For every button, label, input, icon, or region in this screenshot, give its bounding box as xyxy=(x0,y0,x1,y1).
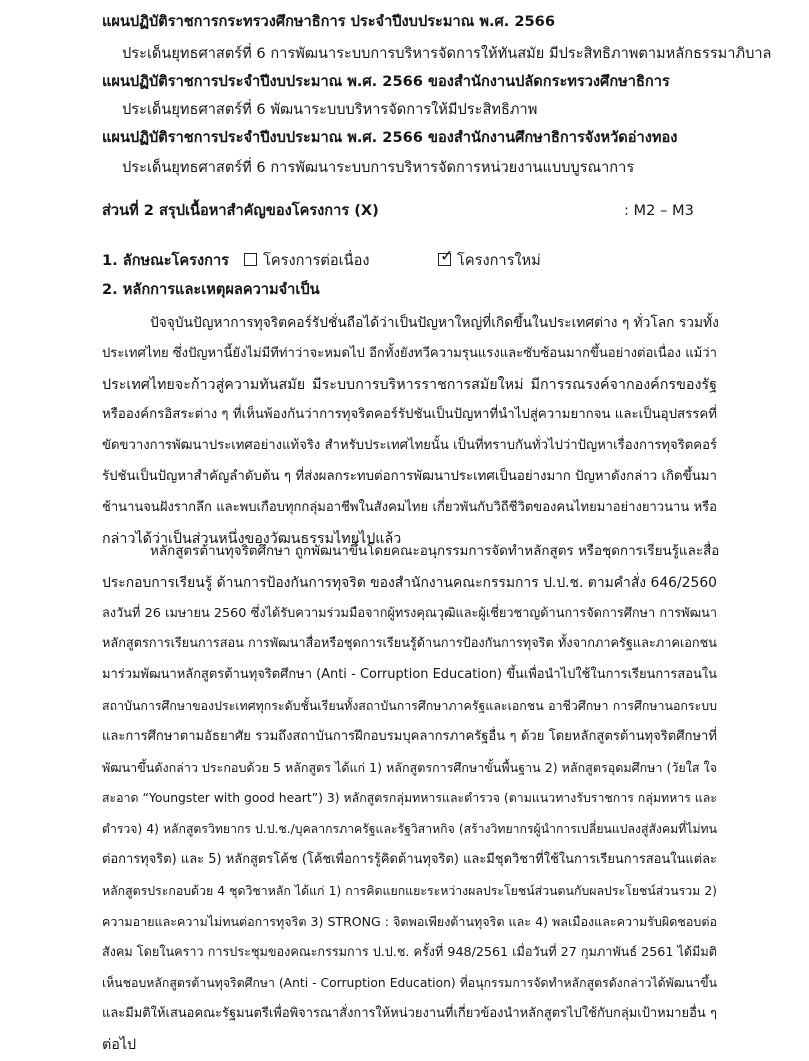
plan1-title: แผนปฏิบัติราชการกระทรวงศึกษาธิการ ประจำปีงบประมาณ พ.ศ. 2566 xyxy=(102,13,555,30)
plan2-title: แผนปฏิบัติราชการประจำปีงบประมาณ พ.ศ. 2566 ของสำนักงานปลัดกระทรวงศึกษาธิการ xyxy=(102,73,670,90)
paragraph-line: ตำรวจ) 4) หลักสูตรวิทยากร ป.ป.ช./บุคลากรภาครัฐและรัฐวิสาหกิจ (สร้างวิทยากรผู้นำการเปลี่ยนแปลงสู่สังคมที่ไม่ทน xyxy=(102,822,717,837)
paragraph-line: สะอาด “Youngster with good heart”) 3) หลักสูตรกลุ่มทหารและตำรวจ (ตามแนวทางรับราชการ กลุ่มทหาร และ xyxy=(102,791,717,806)
paragraph-line: ช้านานจนฝังรากลึก และพบเกือบทุกกลุ่มอาชีพในสังคมไทย เกี่ยวพันกับวิถีชีวิตของคนไทยมาอย่างยาวนาน หรือ xyxy=(102,499,717,515)
option-continuing-label: โครงการต่อเนื่อง xyxy=(263,252,370,269)
checkmark-icon: ✓ xyxy=(440,246,454,265)
paragraph-line: ประเทศไทย ซึ่งปัญหานี้ยังไม่มีทีท่าว่าจะหมดไป อีกทั้งยังทวีความรุนแรงและซับซ้อนมากขึ้นอย่างต่อเนื่อง แม้ว่า xyxy=(102,345,717,361)
plan3-issue: ประเด็นยุทธศาสตร์ที่ 6 การพัฒนาระบบการบริหารจัดการหน่วยงานแบบบูรณาการ xyxy=(122,159,635,176)
section2-code: : M2 – M3 xyxy=(624,202,694,219)
paragraph-line: สถาบันการศึกษาของประเทศทุกระดับชั้นเรียนทั้งสถาบันการศึกษาภาครัฐและเอกชน อาชีวศึกษา การศึกษานอกระบบ xyxy=(102,697,717,713)
paragraph-line: กล่าวได้ว่าเป็นส่วนหนึ่งของวัฒนธรรมไทยไปแล้ว xyxy=(102,530,402,547)
paragraph-line: มาร่วมพัฒนาหลักสูตรต้านทุจริตศึกษา (Anti - Corruption Education) ขึ้นเพื่อนำไปใช้ในการเรียนการสอนใน xyxy=(102,667,717,683)
paragraph-line: หรือองค์กรอิสระต่าง ๆ ที่เห็นพ้องกันว่าการทุจริตคอร์รัปชันเป็นปัญหาที่นำไปสู่ความยากจน และเป็นอุปสรรคที่ xyxy=(102,407,717,423)
rationale-paragraph-2 xyxy=(102,537,720,1061)
paragraph-line: ประกอบการเรียนรู้ ด้านการป้องกันการทุจริต ของสำนักงานคณะกรรมการ ป.ป.ช. ตามคำสั่ง 646/2560 xyxy=(102,574,717,591)
paragraph-line: ขัดขวางการพัฒนาประเทศอย่างแท้จริง สำหรับประเทศไทยนั้น เป็นที่ทราบกันทั่วไปว่าปัญหาเรื่องการทุจริตคอร์ xyxy=(102,438,717,454)
rationale-heading: 2. หลักการและเหตุผลความจำเป็น xyxy=(102,281,320,298)
paragraph-line: รัปชันเป็นปัญหาสำคัญลำดับต้น ๆ ที่ส่งผลกระทบต่อการพัฒนาประเทศเป็นอย่างมาก ปัญหาดังกล่าว เกิดขึ้นมา xyxy=(102,468,717,484)
project-type-label: 1. ลักษณะโครงการ xyxy=(102,252,229,269)
plan3-title: แผนปฏิบัติราชการประจำปีงบประมาณ พ.ศ. 2566 ของสำนักงานศึกษาธิการจังหวัดอ่างทอง xyxy=(102,129,678,146)
section2-title: ส่วนที่ 2 สรุปเนื้อหาสำคัญของโครงการ (X) xyxy=(102,202,379,219)
paragraph-line: พัฒนาขึ้นดังกล่าว ประกอบด้วย 5 หลักสูตร ได้แก่ 1) หลักสูตรการศึกษาขั้นพื้นฐาน 2) หลักสูตรอุดมศึกษา (วัยใส ใจ xyxy=(102,759,717,775)
plan1-issue: ประเด็นยุทธศาสตร์ที่ 6 การพัฒนาระบบการบริหารจัดการให้ทันสมัย มีประสิทธิภาพตามหลักธรรมาภิบาล xyxy=(122,45,772,62)
paragraph-line: หลักสูตรต้านทุจริตศึกษา ถูกพัฒนาขึ้นโดยคณะอนุกรรมการจัดทำหลักสูตร หรือชุดการเรียนรู้และสื่อ xyxy=(150,544,720,559)
rationale-paragraph-1 xyxy=(102,308,717,554)
paragraph-line: หลักสูตรประกอบด้วย 4 ชุดวิชาหลัก ได้แก่ 1) การคิดแยกแยะระหว่างผลประโยชน์ส่วนตนกับผลประโยชน์ส่วนรวม 2) xyxy=(102,883,717,898)
paragraph-line: ต่อการทุจริต) และ 5) หลักสูตรโค้ช (โค้ชเพื่อการรู้คิดต้านทุจริต) และมีชุดวิชาที่ใช้ในการเรียนการสอนในแต่ละ xyxy=(102,851,717,867)
paragraph-line: ความอายและความไม่ทนต่อการทุจริต 3) STRONG : จิตพอเพียงต้านทุจริต และ 4) พลเมืองและความรับผิดชอบต่อ xyxy=(102,913,717,929)
checkbox-new[interactable] xyxy=(438,246,454,266)
plan2-issue: ประเด็นยุทธศาสตร์ที่ 6 พัฒนาระบบบริหารจัดการให้มีประสิทธิภาพ xyxy=(122,101,538,118)
paragraph-line: หลักสูตรการเรียนการสอน การพัฒนาสื่อหรือชุดการเรียนรู้ด้านการป้องกันการทุจริต ทั้งจากภาครัฐและภาคเอกชน xyxy=(102,636,717,652)
paragraph-line: ปัจจุบันปัญหาการทุจริตคอร์รัปชั่นถือได้ว่าเป็นปัญหาใหญ่ที่เกิดขึ้นในประเทศต่าง ๆ ทั่วโลก รวมทั้ง xyxy=(150,315,719,331)
paragraph-line: ต่อไป xyxy=(102,1036,137,1053)
paragraph-line: ลงวันที่ 26 เมษายน 2560 ซึ่งได้รับความร่วมมือจากผู้ทรงคุณวุฒิและผู้เชี่ยวชาญด้านการจัดการศึกษา การพัฒนา xyxy=(102,605,717,621)
paragraph-line: ประเทศไทยจะก้าวสู่ความทันสมัย มีระบบการบริหารราชการสมัยใหม่ มีการรณรงค์จากองค์กรของรัฐ xyxy=(102,376,717,393)
option-continuing xyxy=(244,251,370,271)
paragraph-line: และมีมติให้เสนอคณะรัฐมนตรีเพื่อพิจารณาสั่งการให้หน่วยงานที่เกี่ยวข้องนำหลักสูตรไปใช้กับกลุ่มเป้าหมายอื่น ๆ xyxy=(102,1005,717,1021)
option-new xyxy=(438,246,541,271)
checkbox-continuing[interactable] xyxy=(244,253,257,266)
paragraph-line: สังคม โดยในคราว การประชุมของคณะกรรมการ ป.ป.ช. ครั้งที่ 948/2561 เมื่อวันที่ 27 กุมภาพันธ์ 2561 ได้มีมติ xyxy=(102,944,717,960)
option-new-label: โครงการใหม่ xyxy=(457,252,541,269)
paragraph-line: เห็นชอบหลักสูตรต้านทุจริตศึกษา (Anti - Corruption Education) ที่อนุกรรมการจัดทำหลักสูตรดังกล่าวได้พัฒนาขึ้น xyxy=(102,976,717,991)
paragraph-line: และการศึกษาตามอัธยาศัย รวมถึงสถาบันการฝึกอบรมบุคลากรภาครัฐอื่น ๆ ด้วย โดยหลักสูตรต้านทุจริตศึกษาที่ xyxy=(102,728,717,744)
